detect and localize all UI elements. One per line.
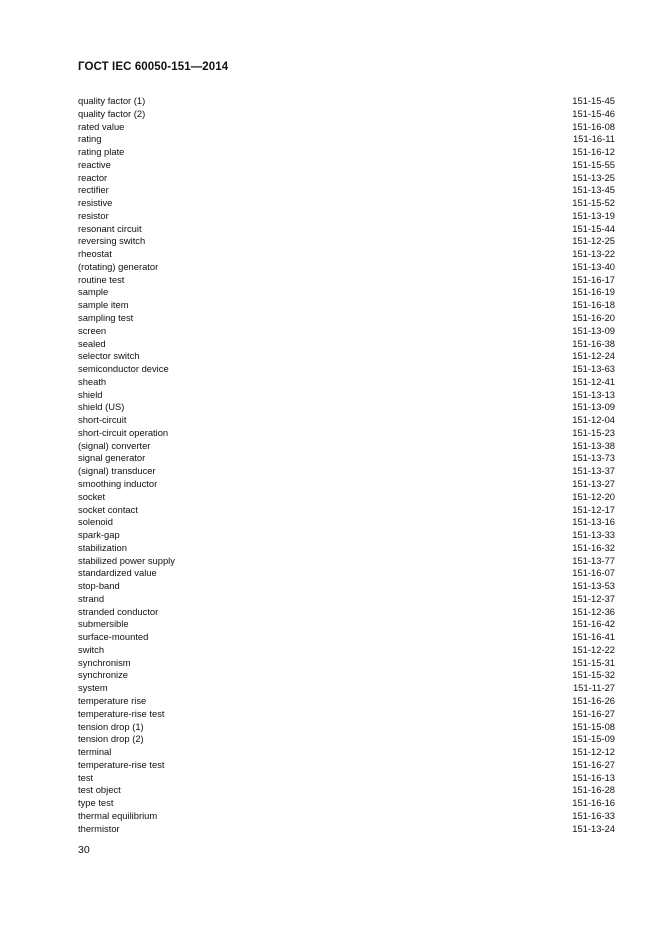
entry-term: smoothing inductor [78,477,158,489]
entry-term: resistor [78,209,109,221]
entry-term: stop-band [78,580,120,592]
entry-code: 151-13-24 [572,822,615,834]
index-entry [78,644,615,657]
index-entry [78,721,615,734]
index-entry [78,427,615,440]
index-entry [78,478,615,491]
index-entry [78,746,615,759]
entry-term: submersible [78,618,129,630]
index-entry [78,376,615,389]
entry-term: temperature-rise test [78,707,165,719]
entry-term: spark-gap [78,529,120,541]
index-entry [78,172,615,185]
entry-code: 151-12-12 [572,746,615,758]
entry-code: 151-16-26 [572,694,615,706]
index-entry [78,810,615,823]
entry-term: surface-mounted [78,631,149,643]
index-entry [78,248,615,261]
entry-term: system [78,682,108,694]
entry-code: 151-16-19 [572,286,615,298]
index-entry [78,350,615,363]
entry-term: terminal [78,746,112,758]
entry-term: reversing switch [78,235,146,247]
entry-code: 151-15-32 [572,669,615,681]
entry-code: 151-16-27 [572,758,615,770]
index-entry [78,542,615,555]
index-entry [78,338,615,351]
entry-code: 151-16-32 [572,541,615,553]
index-entry [78,708,615,721]
entry-code: 151-16-33 [572,809,615,821]
entry-term: shield [78,388,103,400]
index-entry [78,325,615,338]
index-entry [78,95,615,108]
index-entry [78,682,615,695]
entry-term: (rotating) generator [78,260,159,272]
index-entry [78,733,615,746]
entry-code: 151-13-09 [572,401,615,413]
index-entry [78,261,615,274]
entry-code: 151-13-25 [572,171,615,183]
entry-code: 151-12-04 [572,414,615,426]
index-entry [78,516,615,529]
entry-term: temperature rise [78,694,147,706]
entry-code: 151-16-18 [572,299,615,311]
entry-term: rated value [78,120,125,132]
entry-code: 151-13-45 [572,184,615,196]
entry-code: 151-15-23 [572,426,615,438]
index-entry-list [78,95,615,835]
index-entry [78,299,615,312]
entry-term: reactive [78,158,111,170]
entry-code: 151-13-40 [572,260,615,272]
index-entry [78,580,615,593]
entry-term: socket [78,490,106,502]
index-entry [78,401,615,414]
index-entry [78,465,615,478]
index-entry [78,491,615,504]
index-entry [78,784,615,797]
entry-code: 151-15-44 [572,222,615,234]
entry-term: strand [78,592,105,604]
index-entry [78,823,615,836]
entry-term: tension drop (2) [78,733,144,745]
entry-term: test [78,771,94,783]
entry-term: resonant circuit [78,222,142,234]
entry-term: standardized value [78,567,157,579]
entry-code: 151-15-09 [572,733,615,745]
entry-term: rectifier [78,184,109,196]
index-entry [78,274,615,287]
entry-code: 151-12-36 [572,605,615,617]
entry-code: 151-12-22 [572,643,615,655]
entry-code: 151-16-17 [572,273,615,285]
entry-term: tension drop (1) [78,720,144,732]
entry-code: 151-13-63 [572,363,615,375]
entry-code: 151-13-22 [572,248,615,260]
index-entry [78,223,615,236]
index-entry [78,108,615,121]
entry-code: 151-13-33 [572,529,615,541]
entry-code: 151-15-55 [572,158,615,170]
index-entry [78,567,615,580]
entry-term: (signal) converter [78,439,151,451]
index-entry [78,529,615,542]
entry-code: 151-15-46 [572,107,615,119]
entry-code: 151-12-41 [572,375,615,387]
entry-term: short-circuit operation [78,426,169,438]
index-entry [78,440,615,453]
entry-term: rheostat [78,248,112,260]
entry-term: resistive [78,197,113,209]
entry-term: socket contact [78,503,138,515]
entry-code: 151-15-45 [572,95,615,106]
index-entry [78,606,615,619]
index-entry [78,159,615,172]
entry-term: stabilized power supply [78,554,175,566]
entry-code: 151-16-42 [572,618,615,630]
index-entry [78,184,615,197]
entry-term: solenoid [78,516,113,528]
entry-code: 151-13-53 [572,580,615,592]
entry-code: 151-13-16 [572,516,615,528]
index-entry [78,695,615,708]
index-entry [78,363,615,376]
index-entry [78,759,615,772]
index-entry [78,452,615,465]
entry-term: selector switch [78,350,140,362]
index-entry [78,197,615,210]
entry-code: 151-12-37 [572,592,615,604]
entry-term: sheath [78,375,107,387]
index-entry [78,210,615,223]
entry-code: 151-15-31 [572,656,615,668]
index-entry [78,312,615,325]
index-entry [78,593,615,606]
entry-term: signal generator [78,452,146,464]
index-entry [78,235,615,248]
page-number: 30 [78,844,90,856]
entry-code: 151-16-20 [572,312,615,324]
entry-term: shield (US) [78,401,125,413]
entry-code: 151-16-08 [572,120,615,132]
entry-term: stranded conductor [78,605,159,617]
index-entry [78,797,615,810]
index-entry [78,631,615,644]
entry-term: rating [78,133,102,145]
entry-term: test object [78,784,121,796]
entry-code: 151-13-38 [572,439,615,451]
entry-code: 151-13-09 [572,324,615,336]
entry-term: rating plate [78,146,125,158]
entry-code: 151-16-28 [572,784,615,796]
entry-code: 151-13-27 [572,477,615,489]
entry-term: temperature-rise test [78,758,165,770]
entry-term: routine test [78,273,125,285]
entry-term: type test [78,797,114,809]
index-entry [78,121,615,134]
entry-term: sampling test [78,312,134,324]
entry-code: 151-13-13 [572,388,615,400]
entry-code: 151-16-38 [572,337,615,349]
index-entry [78,414,615,427]
entry-code: 151-16-16 [572,797,615,809]
index-entry [78,389,615,402]
entry-code: 151-15-08 [572,720,615,732]
entry-term: switch [78,643,105,655]
entry-term: sample [78,286,109,298]
entry-term: screen [78,324,107,336]
entry-code: 151-16-13 [572,771,615,783]
page-header-title: ГОСТ IEC 60050-151—2014 [78,61,229,73]
entry-code: 151-12-20 [572,490,615,502]
entry-term: thermal equilibrium [78,809,158,821]
entry-code: 151-16-41 [572,631,615,643]
entry-code: 151-12-17 [572,503,615,515]
entry-code: 151-11-27 [572,682,615,694]
index-entry [78,133,615,146]
entry-code: 151-16-12 [572,146,615,158]
entry-term: (signal) transducer [78,465,156,477]
entry-term: reactor [78,171,108,183]
entry-code: 151-12-24 [572,350,615,362]
index-entry [78,286,615,299]
entry-term: quality factor (1) [78,95,146,106]
index-entry [78,504,615,517]
index-entry [78,772,615,785]
entry-code: 151-15-52 [572,197,615,209]
index-entry [78,669,615,682]
entry-code: 151-16-27 [572,707,615,719]
entry-code: 151-13-77 [572,554,615,566]
index-entry [78,618,615,631]
entry-code: 151-13-73 [572,452,615,464]
index-entry [78,657,615,670]
index-entry [78,146,615,159]
entry-code: 151-13-37 [572,465,615,477]
entry-term: semiconductor device [78,363,169,375]
index-entry [78,555,615,568]
entry-term: sealed [78,337,106,349]
entry-term: synchronize [78,669,129,681]
entry-term: stabilization [78,541,127,553]
entry-term: short-circuit [78,414,127,426]
entry-term: quality factor (2) [78,107,146,119]
entry-term: thermistor [78,822,120,834]
entry-code: 151-13-19 [572,209,615,221]
entry-code: 151-12-25 [572,235,615,247]
entry-term: sample item [78,299,129,311]
entry-code: 151-16-11 [572,133,615,145]
entry-term: synchronism [78,656,131,668]
entry-code: 151-16-07 [572,567,615,579]
